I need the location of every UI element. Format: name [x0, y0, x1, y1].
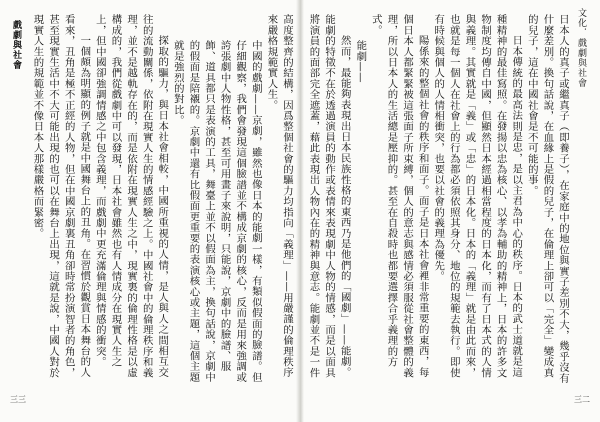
paragraph: 中國的戲劇——京劇，雖然也像日本的能劇一樣，有類似假面的臉譜。但仔細觀察，我們會發現這個臉譜並不構成京劇的核心，反而是用來強調或誇張劇中人物性格，甚至可用畫子來說明，只能說，京劇中的臉譜、服飾、道具都只是表演的工具，舞臺上並不以假面為主，換句話說，京劇中的假面是陪襯的。京劇中還有比假面更重要的表演核心或主題，這個主題就是強烈的對比。	[171, 40, 262, 383]
paragraph: 探取的驅力，與日本社會相較，中國所重視的人情，是人與人之間相互交往的流動關係，依附在現實人生的情感經驗之上。中國社會中的倫理秩序和義理，並不是越軌存在的，而是依附在現實人生之中，現實裏的倫理性格是以虛構成的，我們從戲劇中可以發現，日本社會雖然也有人情成分在現實人生之上，但中國卻強調情感之中包含義理，而戲劇中更充滿倫理與情感的衝突。	[93, 14, 169, 378]
page-number: 三二	[574, 395, 590, 404]
section-heading: 能劇——	[354, 40, 367, 83]
paragraph: 高度整齊的結構，因爲整個社會的驅力均指向「義理」——用嚴謹的倫理秩序來嚴格規範實人生。	[265, 14, 293, 378]
left-page	[0, 0, 296, 422]
book-gutter	[296, 0, 304, 422]
paragraph: 然而，最能夠表現出日本民族性格的東西乃是他們的「國劇」——能劇。能劇的特徵不在於透過演員的動作或表情來表現劇中人物的情感，而是以面具將演員的面部完全遮蓋，藉此表現出人物內在的精神與意志。能劇並不是一件	[308, 14, 351, 378]
paragraph: 日本傳統的最高法則是忠，是以主君為中心的秩序。日本的武士道就是這種精神的最佳寫照。在發揚以忠為核心、以孝為輔助的精神上，日本的許多文物制度均傳自中國，但顯然日本經過相當程度的日本化，而有了日本式的人情與義理。其實就是「義」或「忠」的日本化。日本的「義理」就是由此而來，也就是每一個人在社會上的行為都必須依照其身分、地位的規範去執行。即使有時候與個人的人情相衝突，也要以社會的義理為優先。	[432, 14, 523, 378]
paragraph: 一個頗為明顯的例子就是中國舞台上的丑角。在習慣於觀賞日本舞台的人看來，丑角是極不正經的人物，但在中國京劇裏丑角卻時常扮演智者的角色，甚至現實生活中不大可能出現的也可以在舞台上出現，這就是說，中國人對於現實人生的規範並不像日本人那樣嚴格而緊密。	[31, 14, 91, 378]
page-header: 文化．戲劇與社會	[576, 8, 586, 88]
paragraph: 日本人的真子或繼真子（即養子），在家庭中的地位與實子差別不大，幾乎沒有什麼差別。換句話說，在血緣上是假的兒子，在倫理上卻可以「完全」變成真的兒子，這在中國社會是不可能的事。	[525, 14, 569, 384]
page-header: 戲劇與社會	[11, 20, 21, 70]
page-number: 三三	[10, 395, 26, 404]
paragraph: 陽係來的整個社會的秩序和面子。面子是日本社會裡非常重要的東西，每個日本人都緊緊被這張面子所束縛，個人的意志與感情必須服從社會整體的義理，所以日本人的生活總是壓抑的。甚至在自殺時也都要選擇合乎義理的方式。	[369, 14, 429, 378]
page-body	[30, 14, 294, 384]
page-body	[308, 14, 570, 384]
right-page	[304, 0, 600, 422]
